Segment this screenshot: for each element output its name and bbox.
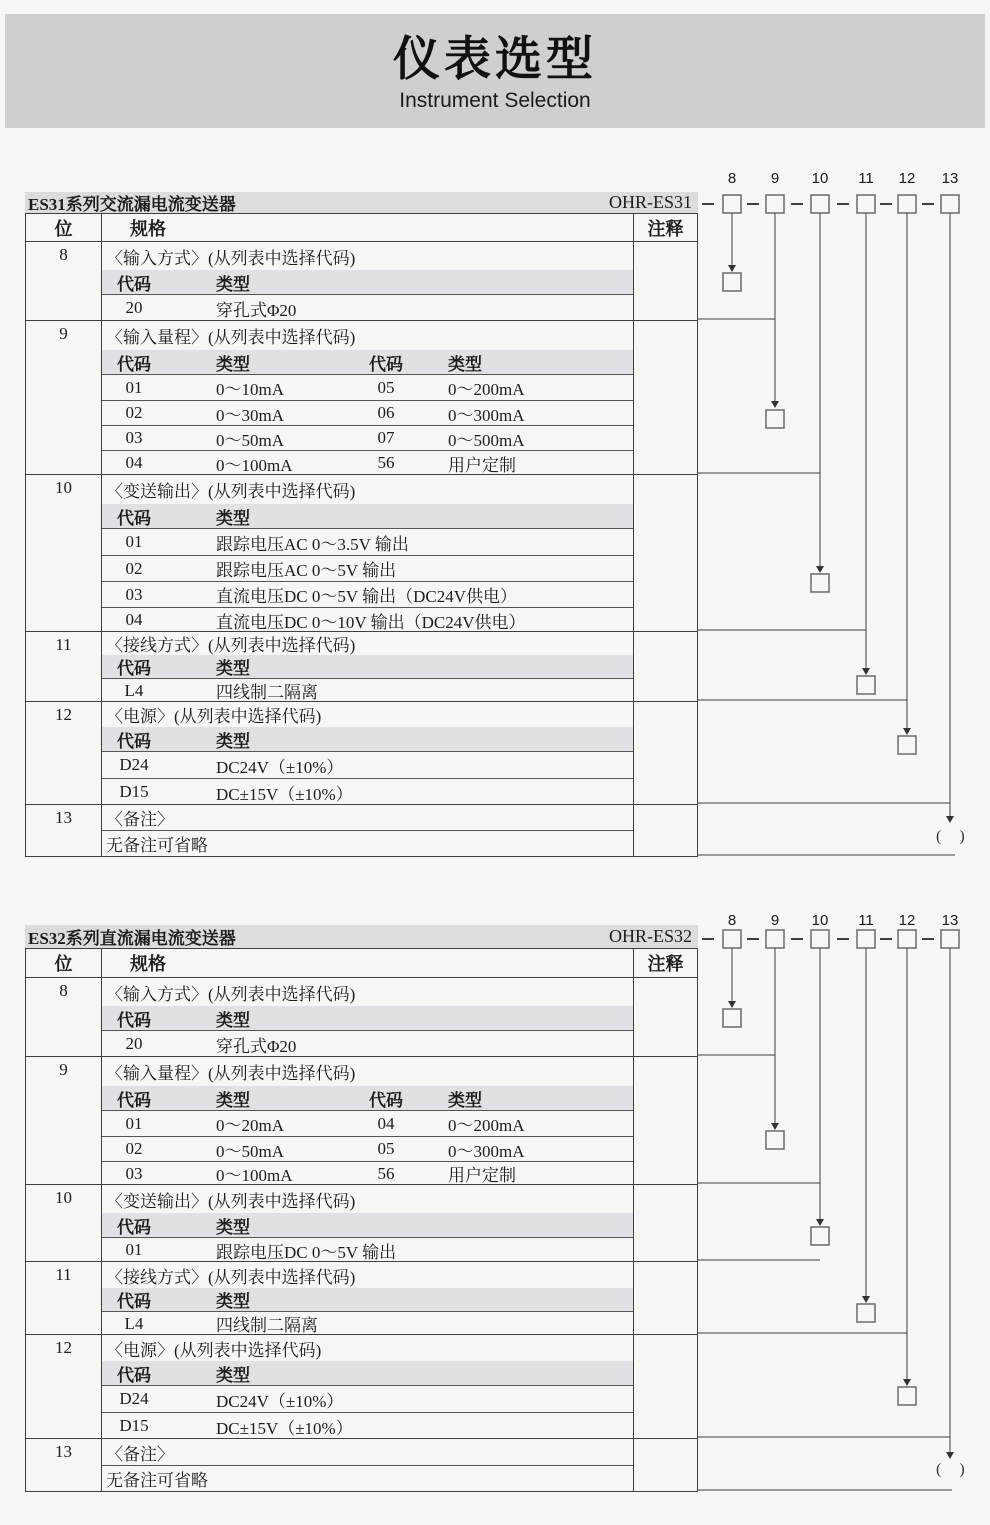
type-cell: DC±15V（±10%） bbox=[216, 1418, 353, 1438]
col-header-spec: 规格 bbox=[130, 218, 166, 239]
code-type-header bbox=[102, 1361, 633, 1386]
position-number: 11 bbox=[858, 912, 874, 929]
spec-title: 〈接线方式〉(从列表中选择代码) bbox=[106, 636, 356, 655]
code-type-header bbox=[102, 270, 633, 295]
spec-title: 〈输入量程〉(从列表中选择代码) bbox=[106, 328, 356, 347]
type-header-cell: 类型 bbox=[216, 508, 250, 528]
arrow-down-icons bbox=[728, 265, 954, 823]
spec-row-10 bbox=[26, 1184, 697, 1261]
col-header-note: 注释 bbox=[633, 949, 697, 977]
code-cell: D15 bbox=[119, 1416, 149, 1435]
type-cell: 用户定制 bbox=[448, 455, 516, 474]
code-cell: 03 bbox=[125, 584, 143, 604]
section-es32 bbox=[25, 925, 698, 1492]
spec-cell bbox=[102, 978, 633, 1056]
code-cell: 04 bbox=[125, 610, 143, 629]
code-entry-row bbox=[102, 1136, 633, 1161]
type-cell: DC24V（±10%） bbox=[216, 1391, 344, 1411]
remark-parentheses: ( ) bbox=[936, 828, 972, 845]
code-header-cell: 代码 bbox=[117, 508, 151, 528]
code-entry-row bbox=[102, 1161, 633, 1184]
pos-cell: 9 bbox=[26, 321, 102, 474]
spec-cell bbox=[102, 321, 633, 474]
type-cell: 0～20mA bbox=[216, 1116, 284, 1135]
spec-cell bbox=[102, 1185, 633, 1261]
code-entry-row bbox=[102, 375, 633, 400]
pos-cell: 8 bbox=[26, 978, 102, 1056]
remark-note: 无备注可省略 bbox=[106, 836, 208, 855]
code-cell: 02 bbox=[125, 1139, 143, 1158]
selection-table bbox=[25, 948, 698, 1492]
spec-title: 〈输入方式〉(从列表中选择代码) bbox=[106, 248, 356, 268]
type-cell: 直流电压DC 0～10V 输出（DC24V供电） bbox=[216, 612, 526, 631]
type-cell: DC24V（±10%） bbox=[216, 757, 344, 777]
spec-cell bbox=[102, 632, 633, 701]
note-cell bbox=[633, 242, 697, 320]
type-cell: DC±15V（±10%） bbox=[216, 784, 353, 804]
code-type-header bbox=[102, 655, 633, 679]
code-type-header bbox=[102, 350, 633, 375]
code-entry-row bbox=[102, 425, 633, 450]
spec-cell bbox=[102, 1057, 633, 1184]
note-cell bbox=[633, 1335, 697, 1438]
pos-cell: 10 bbox=[26, 1185, 102, 1261]
spec-cell bbox=[102, 242, 633, 320]
spec-title: 〈电源〉(从列表中选择代码) bbox=[106, 1340, 322, 1360]
order-diagram-graphic bbox=[690, 170, 990, 870]
type-cell: 0～100mA bbox=[216, 1166, 293, 1184]
type-cell: 0～200mA bbox=[448, 1116, 525, 1135]
type-header-cell: 类型 bbox=[216, 1010, 250, 1030]
spec-title: 〈输入方式〉(从列表中选择代码) bbox=[106, 984, 356, 1004]
spec-title: 〈变送输出〉(从列表中选择代码) bbox=[106, 1191, 356, 1211]
type-cell: 0～50mA bbox=[216, 1141, 284, 1161]
spec-row-9 bbox=[26, 1056, 697, 1184]
code-cell: 01 bbox=[125, 1113, 143, 1133]
position-number: 13 bbox=[941, 170, 959, 187]
type-header-cell: 类型 bbox=[216, 731, 250, 751]
position-number: 10 bbox=[811, 170, 829, 187]
remark-note: 无备注可省略 bbox=[106, 1471, 208, 1490]
code-header-cell: 代码 bbox=[117, 354, 151, 374]
note-cell bbox=[633, 1057, 697, 1184]
code-entry-row bbox=[102, 400, 633, 425]
note-cell bbox=[633, 475, 697, 631]
remark-title: 〈备注〉 bbox=[102, 805, 633, 831]
code-type-header bbox=[102, 504, 633, 529]
position-number: 11 bbox=[858, 170, 874, 187]
code-cell: 01 bbox=[125, 532, 143, 551]
type-header-cell: 类型 bbox=[448, 1090, 482, 1110]
spec-cell bbox=[102, 702, 633, 804]
position-number: 13 bbox=[941, 912, 959, 929]
pos-cell: 12 bbox=[26, 702, 102, 804]
code-header-cell: 代码 bbox=[117, 1217, 151, 1237]
col-header-pos: 位 bbox=[26, 949, 102, 977]
type-cell: 穿孔式Φ20 bbox=[216, 300, 297, 320]
code-type-header bbox=[102, 727, 633, 752]
code-cell: 03 bbox=[125, 428, 143, 447]
code-cell: D24 bbox=[119, 755, 149, 774]
code-header-cell: 代码 bbox=[117, 659, 151, 678]
type-cell: 四线制二隔离 bbox=[216, 683, 318, 701]
code-entry-row bbox=[102, 450, 633, 474]
header-banner bbox=[5, 14, 985, 128]
code-header-cell: 代码 bbox=[117, 274, 151, 294]
code-entry-row bbox=[102, 1031, 633, 1056]
spec-row-8 bbox=[26, 241, 697, 320]
order-diagram-es32 bbox=[690, 905, 990, 1505]
code-type-header bbox=[102, 1213, 633, 1238]
code-header-cell: 代码 bbox=[117, 1010, 151, 1030]
code-entry-row bbox=[102, 607, 633, 631]
spec-row-11 bbox=[26, 1261, 697, 1334]
code-cell: 02 bbox=[125, 558, 143, 578]
pos-cell: 10 bbox=[26, 475, 102, 631]
spec-title: 〈接线方式〉(从列表中选择代码) bbox=[106, 1267, 356, 1287]
type-cell: 0～30mA bbox=[216, 405, 284, 425]
section-title-bar bbox=[25, 192, 698, 213]
order-diagram-es31 bbox=[690, 170, 990, 870]
position-number: 12 bbox=[898, 912, 916, 929]
note-cell bbox=[633, 1262, 697, 1334]
type-cell: 四线制二隔离 bbox=[216, 1316, 318, 1334]
section-es31 bbox=[25, 192, 698, 857]
code-header-cell: 代码 bbox=[117, 1365, 151, 1385]
connector-lines bbox=[698, 948, 952, 1490]
code-entry-row bbox=[102, 1412, 633, 1438]
code-entry-row bbox=[102, 1312, 633, 1334]
remark-parentheses: ( ) bbox=[936, 1461, 972, 1478]
code-cell: 20 bbox=[125, 1034, 143, 1053]
remark-title: 〈备注〉 bbox=[102, 1439, 633, 1466]
code-cell: 56 bbox=[377, 453, 395, 472]
code-entry-row bbox=[102, 778, 633, 804]
spec-title: 〈变送输出〉(从列表中选择代码) bbox=[106, 482, 356, 501]
position-number: 9 bbox=[770, 170, 780, 187]
page-subtitle: Instrument Selection bbox=[399, 89, 591, 112]
code-entry-row bbox=[102, 1238, 633, 1261]
code-cell: D24 bbox=[119, 1389, 149, 1408]
type-cell: 跟踪电压AC 0～5V 输出 bbox=[216, 561, 397, 580]
code-header-cell: 代码 bbox=[117, 1090, 151, 1110]
type-header-cell: 类型 bbox=[216, 1292, 250, 1311]
note-cell bbox=[633, 1185, 697, 1261]
code-cell: 01 bbox=[125, 377, 143, 397]
note-cell bbox=[633, 321, 697, 474]
type-cell: 用户定制 bbox=[448, 1166, 516, 1184]
order-diagram-graphic bbox=[690, 905, 990, 1505]
page-title: 仪表选型 bbox=[393, 32, 597, 85]
type-cell: 穿孔式Φ20 bbox=[216, 1036, 297, 1056]
type-cell: 0～300mA bbox=[448, 405, 525, 425]
type-cell: 0～10mA bbox=[216, 380, 284, 399]
code-entry-row bbox=[102, 295, 633, 320]
code-cell: 05 bbox=[377, 377, 395, 397]
position-number: 10 bbox=[811, 912, 829, 929]
code-cell: 01 bbox=[125, 1240, 143, 1259]
code-type-header bbox=[102, 1086, 633, 1111]
spec-cell bbox=[102, 1439, 633, 1491]
type-header-cell: 类型 bbox=[216, 659, 250, 678]
spec-title: 〈输入量程〉(从列表中选择代码) bbox=[106, 1064, 356, 1083]
code-cell: 06 bbox=[377, 403, 395, 422]
type-cell: 0～500mA bbox=[448, 430, 525, 450]
position-number: 8 bbox=[727, 170, 737, 187]
code-cell: L4 bbox=[124, 680, 144, 700]
col-header-spec: 规格 bbox=[130, 954, 166, 974]
type-cell: 直流电压DC 0～5V 输出（DC24V供电） bbox=[216, 587, 517, 606]
spec-row-13 bbox=[26, 804, 697, 856]
connector-lines bbox=[698, 213, 955, 855]
code-cell: 20 bbox=[125, 298, 143, 317]
type-cell: 0～200mA bbox=[448, 380, 525, 399]
selection-table bbox=[25, 213, 698, 857]
col-header-note: 注释 bbox=[633, 214, 697, 241]
code-cell: 04 bbox=[125, 453, 143, 472]
model-code: OHR-ES31 bbox=[608, 192, 692, 212]
type-header-cell: 类型 bbox=[216, 1217, 250, 1237]
note-cell bbox=[633, 805, 697, 856]
section-title: ES31系列交流漏电流变送器 bbox=[28, 195, 236, 214]
note-cell bbox=[633, 702, 697, 804]
note-cell bbox=[633, 978, 697, 1056]
model-code: OHR-ES32 bbox=[608, 926, 692, 946]
type-cell: 跟踪电压DC 0～5V 输出 bbox=[216, 1242, 397, 1261]
pos-cell: 13 bbox=[26, 1439, 102, 1491]
code-type-header bbox=[102, 1288, 633, 1312]
code-cell: D15 bbox=[119, 782, 149, 801]
section-title-bar bbox=[25, 925, 698, 948]
note-cell bbox=[633, 1439, 697, 1491]
spec-cell bbox=[102, 1262, 633, 1334]
code-type-header bbox=[102, 1006, 633, 1031]
type-header-cell: 类型 bbox=[216, 354, 250, 374]
position-number: 9 bbox=[770, 912, 780, 929]
pos-cell: 9 bbox=[26, 1057, 102, 1184]
arrow-down-icons bbox=[728, 1001, 954, 1459]
type-header-cell: 类型 bbox=[216, 1090, 250, 1110]
code-header-cell: 代码 bbox=[117, 1292, 151, 1311]
type-header-cell: 类型 bbox=[216, 1365, 250, 1385]
note-cell bbox=[633, 632, 697, 701]
spec-cell bbox=[102, 1335, 633, 1438]
position-number: 8 bbox=[727, 912, 737, 929]
position-number: 12 bbox=[898, 170, 916, 187]
spec-cell bbox=[102, 475, 633, 631]
type-cell: 跟踪电压AC 0～3.5V 输出 bbox=[216, 534, 409, 554]
code-entry-row bbox=[102, 679, 633, 701]
spec-row-8 bbox=[26, 977, 697, 1056]
code-cell: L4 bbox=[124, 1313, 144, 1333]
pos-cell: 11 bbox=[26, 1262, 102, 1334]
table-header-row bbox=[26, 214, 697, 241]
spec-cell bbox=[102, 805, 633, 856]
type-cell: 0～50mA bbox=[216, 430, 284, 450]
spec-row-10 bbox=[26, 474, 697, 631]
table-header-row bbox=[26, 949, 697, 977]
code-header-cell: 代码 bbox=[369, 1090, 403, 1110]
code-entry-row bbox=[102, 581, 633, 607]
code-cell: 04 bbox=[377, 1113, 395, 1133]
code-cell: 05 bbox=[377, 1139, 395, 1158]
code-cell: 03 bbox=[125, 1163, 143, 1183]
type-cell: 0～100mA bbox=[216, 455, 293, 474]
code-header-cell: 代码 bbox=[117, 731, 151, 751]
code-cell: 56 bbox=[377, 1163, 395, 1183]
pos-cell: 11 bbox=[26, 632, 102, 701]
pos-cell: 8 bbox=[26, 242, 102, 320]
pos-cell: 12 bbox=[26, 1335, 102, 1438]
spec-row-13 bbox=[26, 1438, 697, 1491]
spec-row-11 bbox=[26, 631, 697, 701]
type-header-cell: 类型 bbox=[216, 274, 250, 294]
code-entry-row bbox=[102, 1386, 633, 1412]
spec-row-9 bbox=[26, 320, 697, 474]
pos-cell: 13 bbox=[26, 805, 102, 856]
code-cell: 07 bbox=[377, 428, 395, 447]
code-cell: 02 bbox=[125, 403, 143, 422]
spec-title: 〈电源〉(从列表中选择代码) bbox=[106, 707, 322, 726]
code-entry-row bbox=[102, 529, 633, 555]
spec-row-12 bbox=[26, 701, 697, 804]
spec-row-12 bbox=[26, 1334, 697, 1438]
col-header-pos: 位 bbox=[26, 214, 102, 241]
type-header-cell: 类型 bbox=[448, 354, 482, 374]
code-entry-row bbox=[102, 1111, 633, 1136]
type-cell: 0～300mA bbox=[448, 1141, 525, 1161]
code-entry-row bbox=[102, 752, 633, 778]
code-header-cell: 代码 bbox=[369, 354, 403, 374]
section-title: ES32系列直流漏电流变送器 bbox=[28, 929, 236, 948]
code-entry-row bbox=[102, 555, 633, 581]
